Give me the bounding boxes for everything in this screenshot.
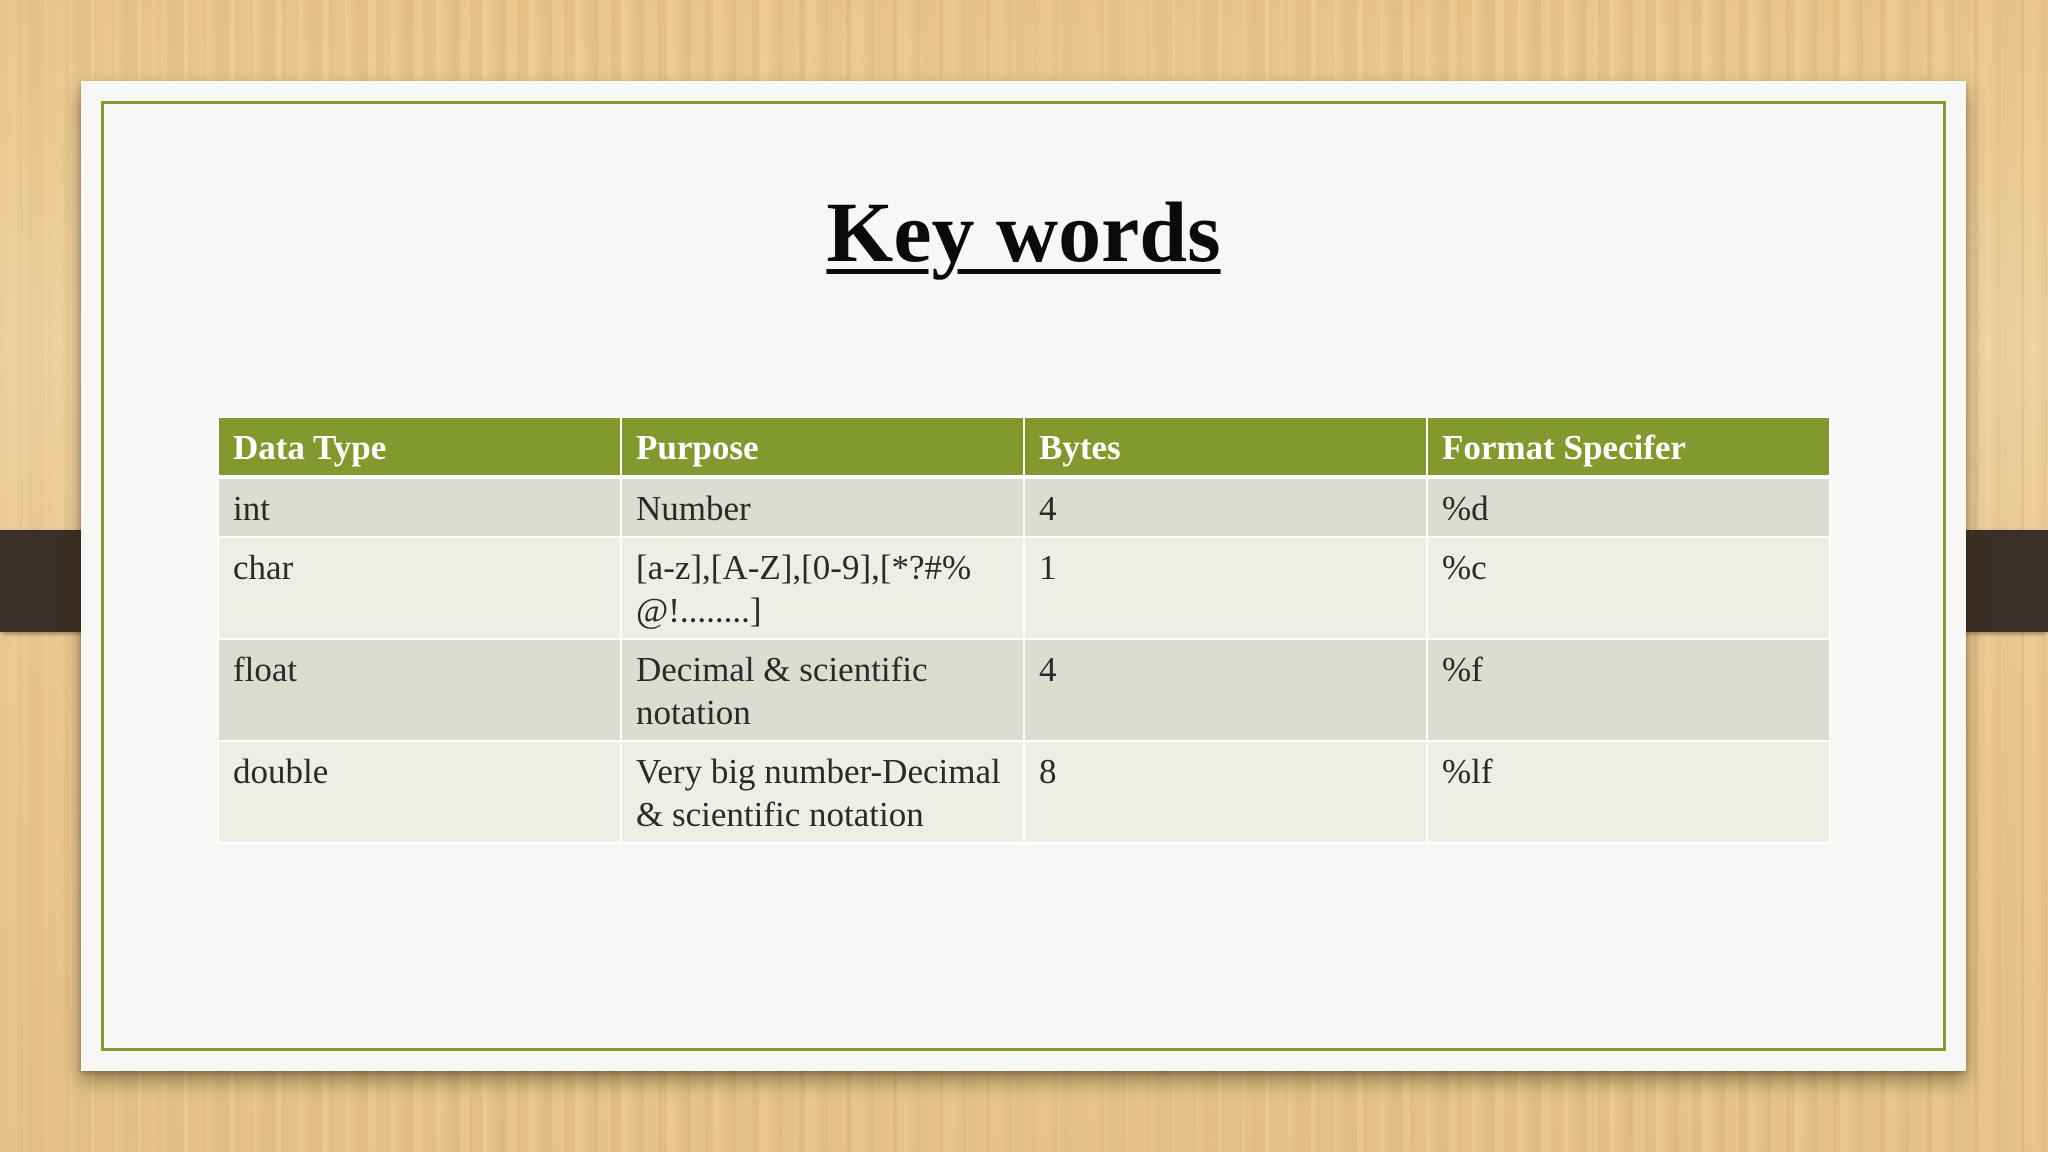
slide-card — [81, 81, 1966, 1071]
cell-format: %c — [1427, 537, 1830, 639]
slide-title: Key words — [826, 184, 1221, 280]
cell-data-type: double — [218, 741, 621, 843]
cell-data-type: float — [218, 639, 621, 741]
cell-format: %f — [1427, 639, 1830, 741]
header-format-specifier: Format Specifer — [1427, 417, 1830, 477]
cell-bytes: 4 — [1024, 477, 1427, 537]
cell-bytes: 1 — [1024, 537, 1427, 639]
table-row — [218, 477, 1830, 537]
cell-purpose: Number — [621, 477, 1024, 537]
cell-bytes: 8 — [1024, 741, 1427, 843]
table-row — [218, 537, 1830, 639]
header-data-type: Data Type — [218, 417, 621, 477]
cell-purpose: Decimal & scientific notation — [621, 639, 1024, 741]
cell-format: %lf — [1427, 741, 1830, 843]
table-row — [218, 639, 1830, 741]
cell-data-type: char — [218, 537, 621, 639]
cell-format: %d — [1427, 477, 1830, 537]
cell-purpose: Very big number-Decimal & scientific notation — [621, 741, 1024, 843]
table-header-row — [218, 417, 1830, 477]
header-bytes: Bytes — [1024, 417, 1427, 477]
cell-bytes: 4 — [1024, 639, 1427, 741]
cell-purpose: [a-z],[A-Z],[0-9],[*?#%@!........] — [621, 537, 1024, 639]
cell-data-type: int — [218, 477, 621, 537]
table-row — [218, 741, 1830, 843]
header-purpose: Purpose — [621, 417, 1024, 477]
keywords-table — [217, 416, 1831, 844]
